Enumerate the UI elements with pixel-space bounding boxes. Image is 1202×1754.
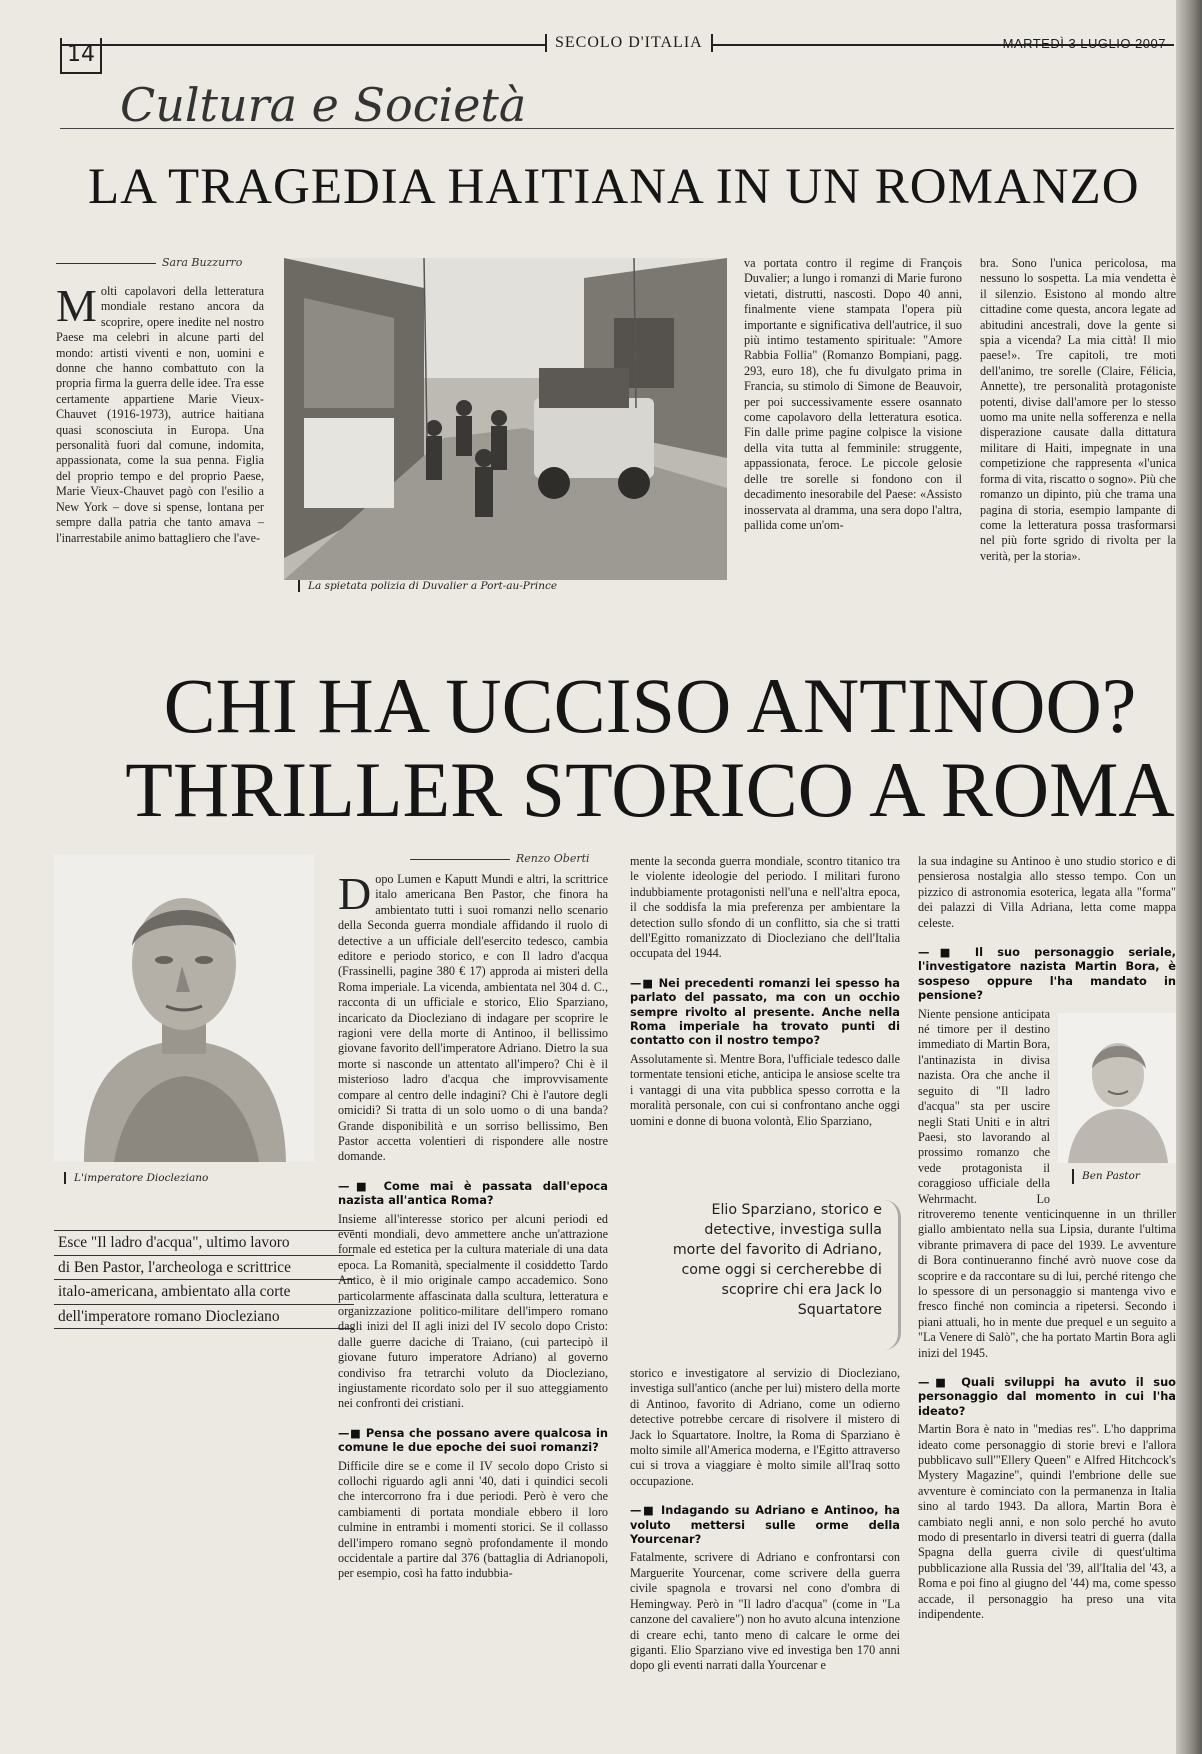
interview-answer: mente la seconda guerra mondiale, scontro titanico tra le violente ideologie del periodo. I militari furono indubbiamente protagonisti nell'una e nell'altra epoca, il che soddisfa la mia preferenza per ambientare la detection sullo sfondo di un conflitto, sia che si tratti dell'Egitto romanizzato di Diocleziano che dell'Italia occupata del 1944. <box>630 854 900 961</box>
article2-column-1 <box>338 868 608 1582</box>
article2-author: Renzo Oberti <box>516 852 590 865</box>
article1-photo-caption: La spietata polizia di Duvalier a Port-au-Prince <box>298 580 557 592</box>
page-number: 14 <box>60 38 102 74</box>
interview-answer: Assolutamente sì. Mentre Bora, l'ufficiale tedesco dalle tormentate tensioni etiche, anticipa le ansiose scelte tra i vantaggi di una vita pubblica spesso corrotta e la moralità personale, con cui si confrontano anche oggi uomini e donne di buona volontà, Elio Sparziano, <box>630 1051 901 1128</box>
issue-date: MARTEDÌ 3 LUGLIO 2007 <box>1002 36 1166 51</box>
interview-answer: Fatalmente, scrivere di Adriano e confrontarsi con Marguerite Yourcenar, come scrivere della guerra civile spagnola e trovarsi nel cono d'ombra di Hemingway. Però in "Il ladro d'acqua" (come in "La canzone del cavaliere") non ho avuto alcuna intenzione di creare echi, tanto meno di calcare le orme dei giganti. Elio Sparziano vive ed investiga ben 170 anni dopo gli eventi narrati dalla Yourcenar e <box>630 1550 900 1673</box>
diocletian-bust-photo <box>54 854 314 1162</box>
article1-column-3: va portata contro il regime di François Duvalier; a lungo i romanzi di Marie furono vietati, distrutti, nascosti. Dopo 40 anni, finalmente viene stampata l'opera più importante e significativa dell'autrice, il suo più intimo testamento spirituale: "Amore Rabbia Follia" (Romanzo Bompiani, pagg. 293, euro 18), che fu divulgato prima in Francia, su stimolo di Simone de Beauvoir, per poi successivamente essere osannato come capolavoro della letteratura esotica. Fin dalle prime pagine colpisce la visione della vita tutta al femminile: struggente, appassionata, feroce. Le piccole gelosie delle tre sorelle si fondono con il decadimento inesorabile del Paese: «Assisto inosservata al dramma, una sera dopo l'altra, pallida come un'om- <box>744 256 962 532</box>
interview-answer-text: Niente pensione anticipata né timore per il destino immediato di Martin Bora, l'antinazista in divisa nazista. Ora che anche il seguito di "Il ladro d'acqua" sta per uscire negli Stati Uniti e in altri Paesi, sto lavorando al prossimo romanzo che vede protagonista il coraggioso ufficiale della Wehrmacht. Lo ritroveremo tenente venticinquenne in un thriller giallo ambientato nella sua Lipsia, durante l'ultima vibrante primavera di pace del 1939. Le avventure di Bora continueranno finché avrò nuove cose da scoprire e da raccontare su di lui, perché ritengo che lo spessore di un personaggio si mantenga vivo e fresco finché non comincia a ripetersi. Secondo i piani attuali, ho in mente due prequel e un seguito a "La Venere di Salò", che ha portato Martin Bora agli inizi del 1945. <box>918 1006 1176 1360</box>
diocletian-caption: L'imperatore Diocleziano <box>64 1172 208 1184</box>
ben-pastor-photo <box>1058 1013 1176 1189</box>
haiti-police-photo <box>284 258 727 580</box>
interview-answer: Martin Bora è nato in "medias res". L'ho dapprima ideato come personaggio di storie brevi e l'allora pubblicavo sull'"Ellery Queen" e Alfred Hitchcock's Mystery Magazine", quindi l'embrione delle sue avventure è cominciato con la permanenza in Italia sino al tardo 1943. Da allora, Martin Bora è cambiato negli anni, e non solo perché ho avuto modo di presentarlo in diversi teatri di guerra (dalla Spagna della guerra civile di quest'ultima pubblicazione alla Russia del '39, all'Italia del '43, a Roma e poi fino al giugno del '44) ma, come spesso accade, il personaggio ha preso una vita indipendente. <box>918 1422 1176 1622</box>
article2-intro: opo Lumen e Kaputt Mundi e altri, la scrittrice italo americana Ben Pastor, che finora ha ambientato tutti i suoi romanzi nello scenario della Seconda guerra mondiale affidando il ruolo di detective a un ufficiale dell'esercito tedesco, cambia editore e periodo storico, e con Il ladro d'acqua (Frassinelli, pagine 380 € 17) approda ai misteri della Roma imperiale. La vicenda, ambientata nel 304 d. C., racconta di un ufficiale e storico, Elio Sparziano, incaricato da Diocleziano di indagare per scoprire le ragioni vere della morte di Antinoo, il bellissimo giovane favorito dell'imperatore Adriano. Dietro la sua morte si nasconde un attentato all'impero? Chi è il misterioso ladro d'acqua che improvvisamente compare al centro delle indagini? Chi è l'autore degli omicidi? Si tratta di un solo uomo o di una banda? Grande disponibilità e un sorriso bellissimo, Ben Pastor accetta volentieri di rispondere alle nostre domande. <box>338 872 608 1164</box>
street-scene-image <box>284 258 727 580</box>
article2-column-2-top <box>630 854 900 1129</box>
page-binding-shadow <box>1176 0 1202 1754</box>
article2-headline-line-2: THRILLER STORICO A ROMA <box>125 746 1175 833</box>
interview-question: —■ Indagando su Adriano e Antinoo, ha voluto mettersi sulle orme della Yourcenar? <box>630 1503 900 1546</box>
section-rule <box>60 128 1174 129</box>
pull-quote-line: dell'imperatore romano Diocleziano <box>54 1304 354 1330</box>
author-portrait-image <box>1058 1013 1176 1163</box>
interview-question: —■ Quali sviluppi ha avuto il suo personaggio dal momento in cui l'ha ideato? <box>918 1375 1176 1418</box>
article1-author: Sara Buzzurro <box>162 256 243 269</box>
interview-answer: Difficile dire se e come il IV secolo dopo Cristo si collochi riguardo agli anni '40, dati i quindici secoli che intercorrono fra i due periodi. Però è vero che cambiamenti di portata mondiale ebbero il loro culmine in entrambi i momenti storici. Se il collasso dell'impero romano segnò profondamente il mondo occidentale a partire dal 376 (battaglia di Adrianopoli, per esempio, così ha fatto indubbia- <box>338 1458 608 1581</box>
article2-byline <box>410 852 590 865</box>
article1-headline: LA TRAGEDIA HAITIANA IN UN ROMANZO <box>88 159 1140 215</box>
interview-answer: la sua indagine su Antinoo è uno studio storico e di pensierosa nostalgia allo stesso tempo. Con un pizzico di astronomia esoterica, legata alla "forma" dei palazzi di Villa Adriana, letta come mappa celeste. <box>918 854 1176 930</box>
article2-column-3 <box>918 854 1176 1623</box>
newspaper-name: SECOLO D'ITALIA <box>545 34 713 52</box>
interview-answer: Insieme all'interesse storico per alcuni periodi ed eventi mondiali, devo ammettere anche un'attrazione formale ed estetica per la cultura materiale di una data epoca. La Romanità, specialmente il cosiddetto Tardo Antico, è il mio originale campo accademico. Sono particolarmente affascinata dalla scultura, letteratura e organizzazione politico-militare dell'impero romano dagli inizi del II agli inizi del IV secolo dopo Cristo: dalle guerre daciche di Traiano, (cui partecipò il giovane futuro imperatore Adriano) al governo condiviso fra tetrarchi voluto da Diocleziano, ingiustamente ricordato solo per il suo atteggiamento nei confronti dei cristiani. <box>338 1211 608 1411</box>
pull-quote-box <box>54 1230 354 1329</box>
article1-column-1 <box>56 280 264 546</box>
article1-dropcap: M <box>56 280 97 331</box>
highlight-quote: Elio Sparziano, storico e detective, investiga sulla morte del favorito di Adriano, come oggi si cercherebbe di scoprire chi era Jack lo Squartatore <box>672 1202 882 1318</box>
interview-question: —■ Nei precedenti romanzi lei spesso ha parlato del passato, ma con un occhio sempre rivolto al presente. Anche nella Roma imperiale ha trovato punti di contatto con il nostro tempo? <box>630 976 900 1048</box>
interview-answer: storico e investigatore al servizio di Diocleziano, investiga sull'antico (anche per lui) mistero della morte di Antinoo, favorito di Adriano, come un odierno detective potrebbe cercare di risolvere il mistero di Jack lo Squartatore. Inoltre, la Roma di Sparziano è molto simile all'America moderna, e l'Egitto attraverso cui si trova a viaggiare è molto simile all'Iraq sotto occupazione. <box>630 1366 900 1488</box>
section-title: Cultura e Società <box>120 78 527 132</box>
pull-quote-line: italo-americana, ambientato alla corte <box>54 1279 354 1304</box>
article2-dropcap: D <box>338 868 372 919</box>
interview-answer <box>918 1007 1176 1361</box>
pull-quote-line: Esce "Il ladro d'acqua", ultimo lavoro <box>54 1230 354 1255</box>
article2-column-2-bottom <box>630 1366 900 1674</box>
article1-column-4: bra. Sono l'unica pericolosa, ma nessuno lo sospetta. La mia vendetta è il silenzio. Esistono al mondo altre cittadine come questa, ancora legate ad abitudini ancestrali, dove la gente si spia a vicenda? La mia città! Il mio paese!». Tre capitoli, tre moti dell'animo, tre sorelle (Claire, Félicia, Annette), tre personalità protagoniste potenti, divise dall'amore per lo stesso uomo ma unite nella sofferenza e nella disperazione causate dalla dittatura militare di Haiti, impegnate in una competizione che rappresenta «l'unica forma di vita, riscatto o sogno». Più che romanzo un dipinto, più che trama una pagina di storia, esempio lampante di come la letteratura possa trasformarsi nel più forte sgrido di rivolta per la verità, per la storia». <box>980 256 1176 563</box>
article1-byline <box>56 256 242 269</box>
quote-brace <box>884 1200 901 1350</box>
pull-quote-line: di Ben Pastor, l'archeologa e scrittrice <box>54 1255 354 1280</box>
bust-image <box>54 854 314 1162</box>
interview-question: —■ Il suo personaggio seriale, l'investigatore nazista Martin Bora, è sospeso oppure l'ha mandato in pensione? <box>918 945 1176 1003</box>
interview-question: —■ Pensa che possano avere qualcosa in comune le due epoche dei suoi romanzi? <box>338 1426 608 1455</box>
article2-headline <box>120 664 1180 832</box>
article1-text-1: olti capolavori della letteratura mondiale restano ancora da scoprire, opere inedite nel nostro Paese ma celebri in alcune parti del mondo: artisti viventi e non, uomini e donne che hanno combattuto con la propria firma la guerra delle idee. Tra esse certamente appartiene Marie Vieux-Chauvet (1916-1973), autrice haitiana quasi sconosciuta in Europa. Una personalità fuori dal comune, indomita, appassionata, come la sua penna. Figlia del proprio tempo e del proprio Paese, Marie Vieux-Chauvet pagò con l'esilio a New York – dove si spense, lontana per sempre dalla patria che tanto amava – l'inarrestabile animo battagliero che l'ave- <box>56 284 264 545</box>
article2-headline-line-1: CHI HA UCCISO ANTINOO? <box>163 662 1137 749</box>
interview-question: —■ Come mai è passata dall'epoca nazista all'antica Roma? <box>338 1179 608 1208</box>
ben-pastor-caption: Ben Pastor <box>1072 1169 1140 1184</box>
